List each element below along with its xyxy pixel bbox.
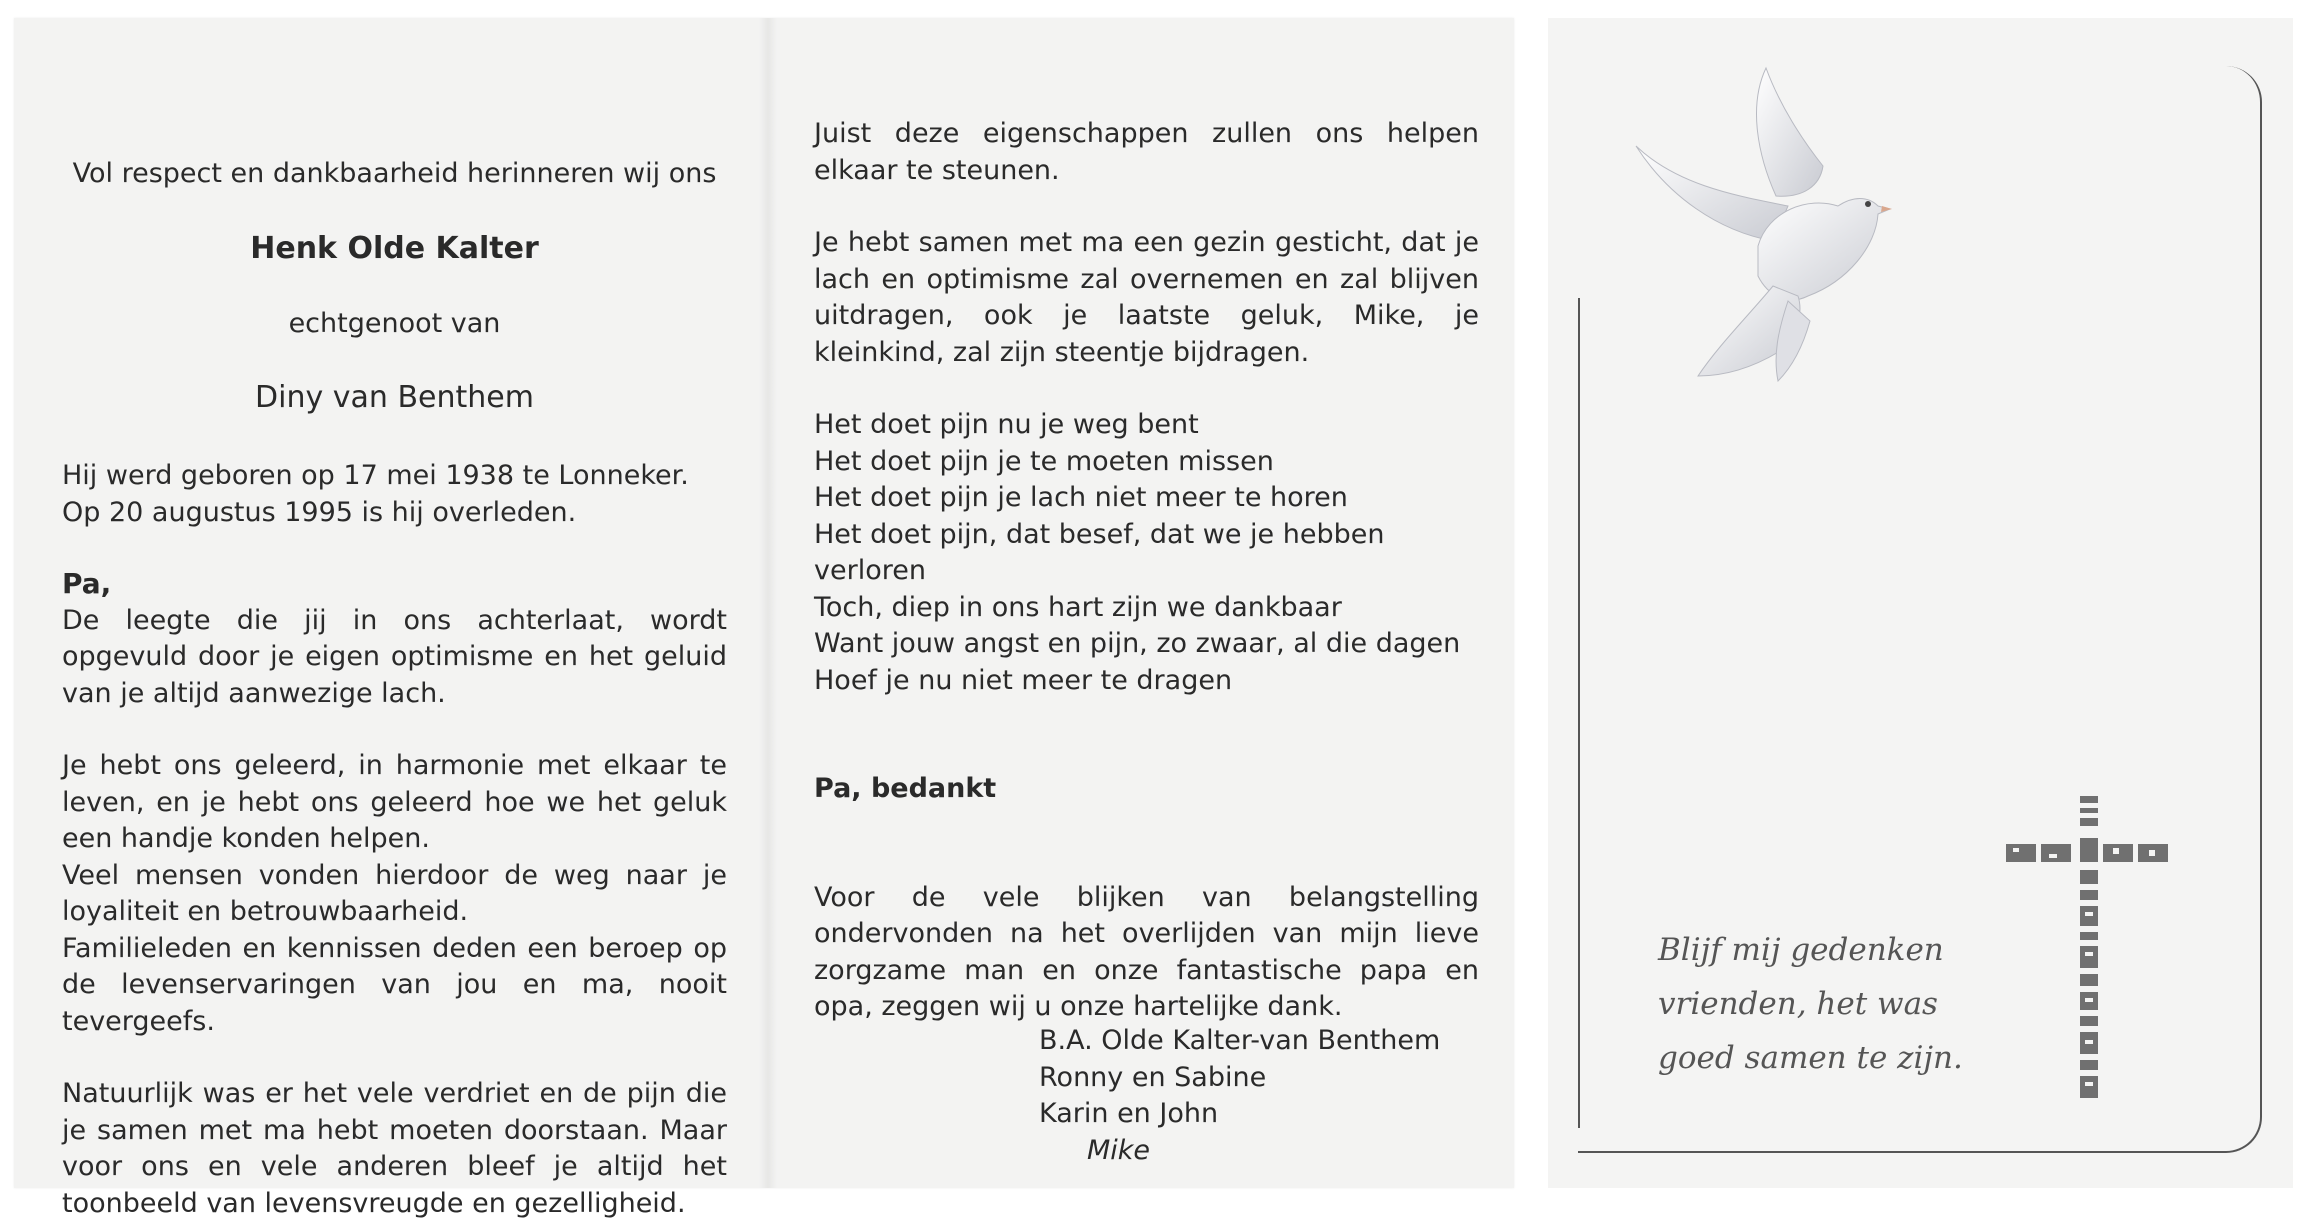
- signature-line: B.A. Olde Kalter-van Benthem: [1039, 1025, 1441, 1056]
- fold-line: [759, 18, 777, 1188]
- paragraph: Je hebt samen met ma een gezin gesticht, dat je lach en optimisme zal overnemen en zal blijven uitdragen, ook je laatste geluk, Mike, je kleinkind, zal zijn steentje bijdragen.: [814, 227, 1479, 368]
- card-frame-left: [1578, 298, 1580, 1128]
- left-body-text: [62, 566, 727, 1222]
- signature-line: Ronny en Sabine: [1039, 1061, 1267, 1093]
- poem-line: Toch, diep in ons hart zijn we dankbaar: [814, 591, 1342, 623]
- death-line: Op 20 augustus 1995 is hij overleden.: [62, 496, 577, 528]
- middle-body-text: [814, 116, 1479, 1026]
- poem-line: Het doet pijn, dat besef, dat we je hebben verloren: [814, 518, 1385, 586]
- paragraph: De leegte die jij in ons achterlaat, wordt opgevuld door je eigen optimisme en het geluid van je altijd aanwezige lach.: [62, 604, 727, 709]
- signature-line: Karin en John: [1039, 1098, 1219, 1129]
- paragraph: Familieleden en kennissen deden een beroep op de levenservaringen van jou en ma, nooit tevergeefs.: [62, 932, 727, 1037]
- verse-line: vrienden, het was: [1658, 986, 1938, 1022]
- poem-line: Want jouw angst en pijn, zo zwaar, al die dagen: [814, 628, 1461, 659]
- verse-line: goed samen te zijn.: [1658, 1040, 1963, 1076]
- birth-death-info: [62, 458, 727, 531]
- poem-line: Hoef je nu niet meer te dragen: [814, 664, 1233, 696]
- poem: [814, 407, 1479, 699]
- poem-line: Het doet pijn nu je weg bent: [814, 409, 1199, 440]
- poem-line: Het doet pijn je lach niet meer te horen: [814, 482, 1348, 513]
- paragraph: Veel mensen vonden hierdoor de weg naar je loyaliteit en betrouwbaarheid.: [62, 859, 727, 927]
- intro-text: Vol respect en dankbaarheid herinneren wij ons: [72, 158, 717, 189]
- deceased-name: Henk Olde Kalter: [250, 231, 539, 266]
- thanks-text: Voor de vele blijken van belangstelling ondervonden na het overlijden van mijn lieve zorgzame man en onze fantastische papa en opa, zeggen wij u onze hartelijke dank.: [814, 881, 1479, 1022]
- left-page: [62, 18, 727, 1219]
- poem-line: Het doet pijn je te moeten missen: [814, 445, 1274, 477]
- paragraph: Je hebt ons geleerd, in harmonie met elkaar te leven, en je hebt ons geleerd hoe we het geluk een handje konden helpen.: [62, 750, 727, 854]
- spouse-name: Diny van Benthem: [255, 380, 534, 415]
- paragraph: Natuurlijk was er het vele verdriet en de pijn die je samen met ma hebt moeten doorstaan. Maar voor ons en vele anderen bleef je altijd het toonbeeld van levensvreugde en gezelligheid.: [62, 1078, 727, 1219]
- salutation: Pa,: [62, 567, 112, 600]
- thanks-heading: Pa, bedankt: [814, 773, 997, 804]
- memorial-card-front: [1548, 18, 2293, 1188]
- birth-line: Hij werd geboren op 17 mei 1938 te Lonneker.: [62, 460, 689, 491]
- memorial-card-inside: [14, 18, 1514, 1219]
- verse: [1658, 923, 2008, 1085]
- dove-icon: [1598, 46, 1898, 426]
- verse-line: Blijf mij gedenken: [1658, 932, 1944, 968]
- middle-page: [814, 18, 1479, 1188]
- paragraph: Juist deze eigenschappen zullen ons helpen elkaar te steunen.: [814, 118, 1479, 186]
- signatures: [1039, 1023, 1479, 1169]
- cross-icon: [2003, 788, 2173, 1118]
- signature-line: Mike: [1087, 1134, 1151, 1166]
- spouse-label: echtgenoot van: [288, 308, 501, 339]
